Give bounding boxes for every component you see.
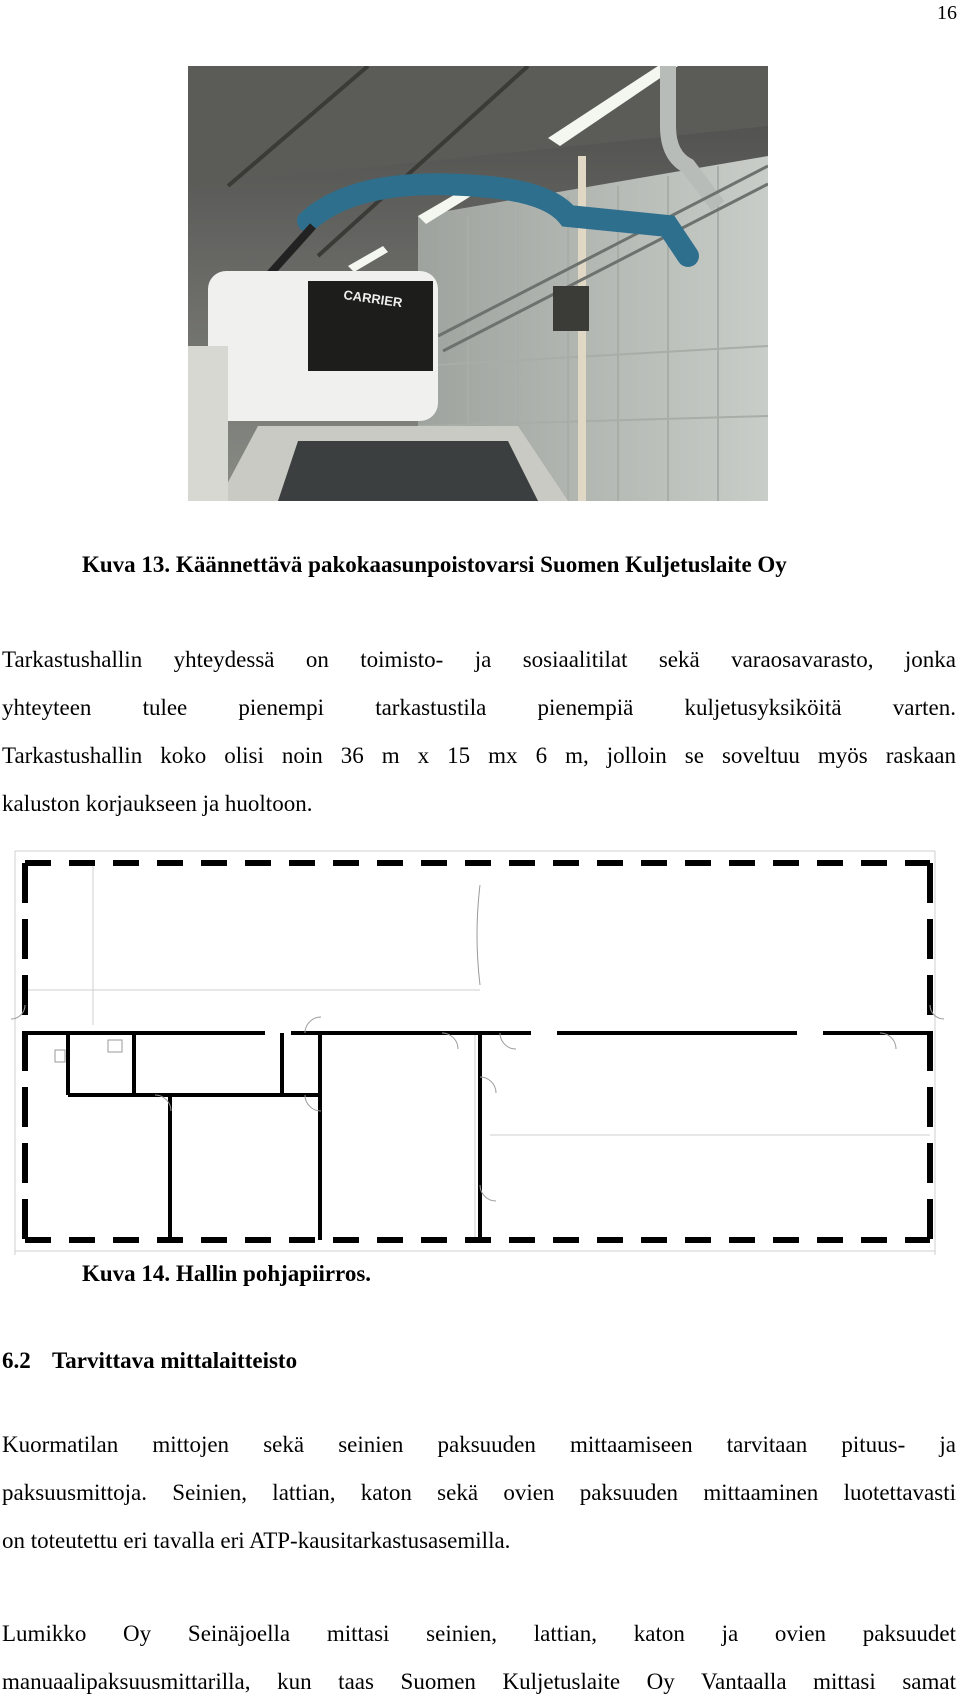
carrier-logo: CARRIER [342,287,404,311]
paragraph-line: kaluston korjaukseen ja huoltoon. [2,791,313,816]
paragraph-equipment [2,1421,956,1565]
paragraph-intro [2,636,956,828]
paragraph-line: manuaalipaksuusmittarilla, kun taas Suomen Kuljetuslaite Oy Vantaalla mittasi samat [2,1669,956,1694]
figure-14-caption: Kuva 14. Hallin pohjapiirros. [82,1261,372,1286]
section-heading [2,1348,297,1374]
paragraph-line: yhteyteen tulee pienempi tarkastustila pienempiä kuljetusyksiköitä varten. [2,695,956,720]
page-number: 16 [937,2,957,24]
paragraph-lumikko [2,1610,956,1706]
paragraph-line: Kuormatilan mittojen sekä seinien paksuuden mittaamiseen tarvitaan pituus- ja [2,1432,956,1457]
paragraph-line: Tarkastushallin koko olisi noin 36 m x 15 mx 6 m, jolloin se soveltuu myös raskaan [2,743,956,768]
paragraph-line: Tarkastushallin yhteydessä on toimisto- ja sosiaalitilat sekä varaosavarasto, jonka [2,647,956,672]
figure-13-caption: Kuva 13. Käännettävä pakokaasunpoistovarsi Suomen Kuljetuslaite Oy [82,552,787,577]
workshop-photo [188,66,768,501]
section-number: 6.2 [2,1348,31,1373]
paragraph-line: Lumikko Oy Seinäjoella mittasi seinien, lattian, katon ja ovien paksuudet [2,1621,956,1646]
paragraph-line: on toteutettu eri tavalla eri ATP-kausitarkastusasemilla. [2,1528,511,1553]
paragraph-line: paksuusmittoja. Seinien, lattian, katon sekä ovien paksuuden mittaaminen luotettavasti [2,1480,956,1505]
floor-plan [0,845,960,1260]
section-title: Tarvittava mittalaitteisto [52,1348,298,1373]
